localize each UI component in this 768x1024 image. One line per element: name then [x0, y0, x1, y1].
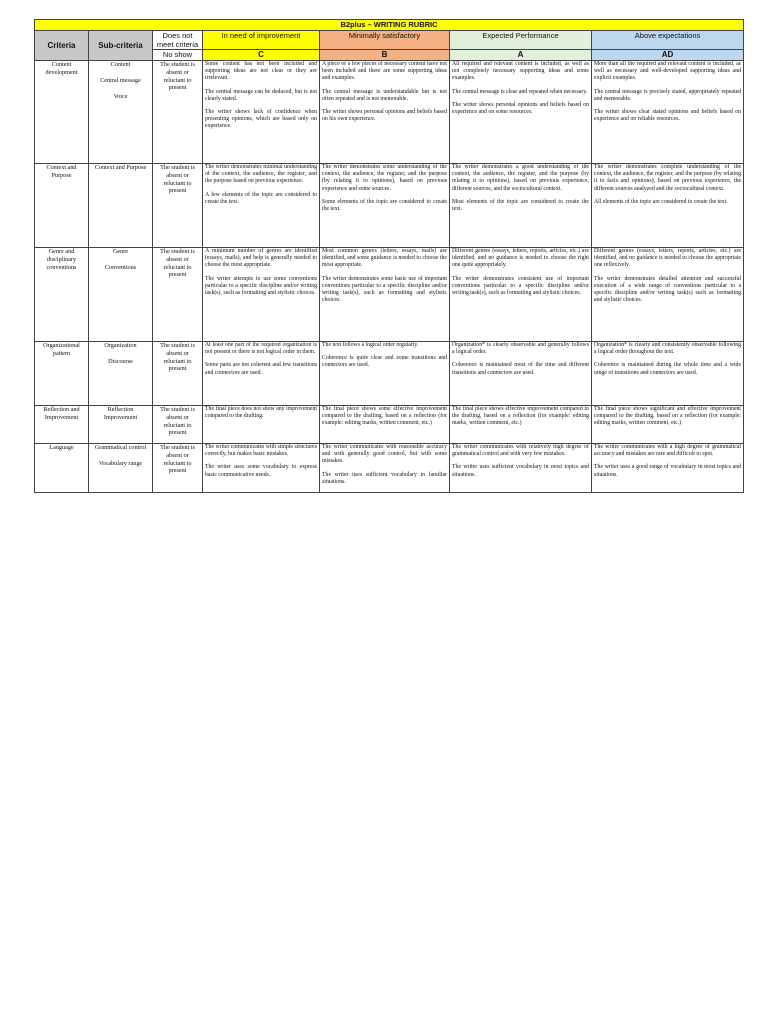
subcriteria-cell: [89, 342, 153, 406]
level-a-descriptor: [450, 61, 592, 164]
descriptor-paragraph: The writer demonstrates minimal understanding of the context, the audience, the register, and the purpose based on previous experience.: [205, 164, 317, 185]
level-b-description-header: Minimally satisfactory: [320, 31, 450, 50]
level-a-descriptor: [450, 342, 592, 406]
level-b-descriptor: [320, 444, 450, 493]
subcriterion: Central message: [100, 77, 141, 84]
descriptor-paragraph: The writer demonstrates some understanding of the context, the audience, the register, and the purpose (by relating it to opinions), based on previous experience and some sources.: [322, 164, 447, 192]
descriptor-paragraph: Most common genres (letters, essays, mails) are identified, and some guidance is needed to choose the most appropriate.: [322, 248, 447, 269]
descriptor-paragraph: The writer shows clear stated opinions and beliefs based on experience and on reliable resources.: [594, 109, 742, 123]
descriptor-paragraph: The writer demonstrates a good understanding of the context, the audience, the register, and the purpose (by relating it to opinions), based on previous experience, different sources, and the sociocultural context.: [452, 164, 589, 192]
grade-ad-header: AD: [592, 50, 744, 61]
level-c-descriptor: [203, 164, 320, 248]
noshow-cell: The student is absent or reluctant to present: [153, 342, 203, 406]
noshow-cell: The student is absent or reluctant to present: [153, 406, 203, 444]
descriptor-paragraph: The writer communicates with reasonable accuracy and with generally good control, but with some mistakes.: [322, 444, 447, 465]
subcriteria-cell: [89, 406, 153, 444]
descriptor-paragraph: Some parts are not coherent and few transitions and connectors are used.: [205, 362, 317, 376]
criteria-cell: Language: [35, 444, 89, 493]
level-a-descriptor: [450, 164, 592, 248]
level-c-descriptor: [203, 61, 320, 164]
subcriterion: Genre: [112, 248, 129, 255]
descriptor-paragraph: The writer demonstrates some basic use of important conventions particular to a specific discipline and/or writing task(s), such as formatting and stylistic choices.: [322, 275, 447, 304]
level-b-descriptor: [320, 248, 450, 342]
descriptor-paragraph: At least one part of the required organization is not present or there is not logical order in them.: [205, 342, 317, 356]
subcriterion: Discourse: [108, 358, 133, 365]
noshow-cell: The student is absent or reluctant to present: [153, 444, 203, 493]
level-a-descriptor: [450, 248, 592, 342]
descriptor-paragraph: The text follows a logical order regularly.: [322, 342, 419, 348]
descriptor-paragraph: The writer uses sufficient vocabulary in familiar situations.: [322, 471, 447, 485]
level-ad-description-header: Above expectations: [592, 31, 744, 50]
descriptor-paragraph: The central message is precisely stated, appropriately repeated and memorable.: [594, 88, 742, 102]
criteria-header: Criteria: [35, 31, 89, 61]
descriptor-paragraph: The writer communicates with a high degree of grammatical accuracy and mistakes are rare and difficult to spot.: [594, 444, 742, 458]
noshow-cell: The student is absent or reluctant to present: [153, 164, 203, 248]
rubric-row: [35, 61, 744, 164]
level-c-descriptor: [203, 444, 320, 493]
grade-b-header: B: [320, 50, 450, 61]
writing-rubric-table: [34, 19, 744, 493]
level-a-description-header: Expected Performance: [450, 31, 592, 50]
descriptor-paragraph: More than all the required and relevant content is included, as well as necessary and well-developed supporting ideas and explicit examples.: [594, 61, 742, 82]
level-a-descriptor: [450, 444, 592, 493]
descriptor-paragraph: The writer shows personal opinions and beliefs based on experience and on some resources.: [452, 101, 589, 116]
descriptor-paragraph: Most elements of the topic are considered to create the text.: [452, 198, 589, 213]
descriptor-paragraph: The writer uses some vocabulary to express basic communicative needs.: [205, 464, 317, 478]
level-c-descriptor: [203, 406, 320, 444]
descriptor-paragraph: The writer shows personal opinions and beliefs based on his own experience.: [322, 109, 447, 123]
subcriterion: Vocabulary range: [98, 460, 143, 467]
descriptor-paragraph: All elements of the topic are considered to create the text.: [594, 198, 728, 205]
criteria-cell: Genre and disciplinary conventions: [35, 248, 89, 342]
level-ad-descriptor: [592, 342, 744, 406]
level-ad-descriptor: [592, 248, 744, 342]
descriptor-paragraph: The writer communicates with relatively high degree of grammatical control and with very few mistakes.: [452, 444, 589, 458]
descriptor-paragraph: The final piece shows some effective improvement compared to the drafting, based on a reflection (for example: editing marks, written comment, etc.): [322, 406, 447, 427]
level-b-descriptor: [320, 164, 450, 248]
criteria-cell: Context and Purpose: [35, 164, 89, 248]
subcriteria-cell: [89, 164, 153, 248]
descriptor-paragraph: Coherence is quite clear and some transitions and connectors are used.: [322, 355, 447, 369]
grade-a-header: A: [450, 50, 592, 61]
noshow-cell: The student is absent or reluctant to present: [153, 61, 203, 164]
rubric-row: [35, 444, 744, 493]
criteria-cell: Content development: [35, 61, 89, 164]
subcriteria-cell: [89, 444, 153, 493]
descriptor-paragraph: Coherence is maintained most of the time and different transitions and connectors are used.: [452, 362, 589, 376]
level-ad-descriptor: [592, 444, 744, 493]
descriptor-paragraph: Coherence is maintained during the whole time and a wide range of transitions and connectors are used.: [594, 362, 742, 376]
descriptor-paragraph: The writer demonstrates consistent use of important conventions particular to a specific discipline and/or writing task(s), such as formatting and stylistic choices.: [452, 275, 589, 297]
level-c-descriptor: [203, 342, 320, 406]
subcriterion: Grammatical control: [94, 444, 147, 451]
rubric-row: [35, 248, 744, 342]
rubric-row: [35, 342, 744, 406]
noshow-cell: The student is absent or reluctant to present: [153, 248, 203, 342]
noshow-grade-header: No show: [153, 50, 203, 61]
noshow-description-header: Does not meet criteria: [153, 31, 203, 50]
rubric-row: [35, 164, 744, 248]
subcriterion: Conventions: [104, 264, 137, 271]
descriptor-paragraph: Organization* is clearly observable and generally follows a logical order.: [452, 342, 589, 356]
criteria-cell: Organizational pattern: [35, 342, 89, 406]
descriptor-paragraph: The final piece does not show any improvement compared to the drafting.: [205, 406, 317, 420]
subcriteria-cell: [89, 248, 153, 342]
descriptor-paragraph: A few elements of the topic are considered to create the text.: [205, 191, 317, 205]
subcriterion: Reflection Improvement: [103, 406, 138, 421]
subcriterion: Context and Purpose: [94, 164, 147, 171]
descriptor-paragraph: All required and relevant content is included, as well as not completely necessary supporting ideas and some examples.: [452, 61, 589, 82]
level-b-descriptor: [320, 61, 450, 164]
rubric-row: [35, 406, 744, 444]
descriptor-paragraph: The writer uses a good range of vocabulary in most topics and situations.: [594, 464, 742, 478]
descriptor-paragraph: The writer uses sufficient vocabulary in most topics and situations.: [452, 464, 589, 478]
descriptor-paragraph: The writer demonstrates complete understanding of the context, the audience, the register, and the purpose (by relating it to facts and opinions), based on previous experience, the different sources analyzed and the sociocultural context.: [594, 164, 742, 192]
descriptor-paragraph: The central message is understandable but is not often repeated and is not memorable.: [322, 88, 447, 102]
descriptor-paragraph: A piece or a few pieces of necessary content have not been included and there are some supporting ideas and examples.: [322, 61, 447, 82]
descriptor-paragraph: The final piece shows significant and effective improvement compared to the drafting, based on a reflection (for example: editing marks, written comment, etc.): [594, 406, 742, 427]
descriptor-paragraph: Some content has not been included and supporting ideas are not clear or they are irrelevant.: [205, 61, 317, 82]
rubric-title: B2plus – WRITING RUBRIC: [35, 20, 744, 31]
level-ad-descriptor: [592, 164, 744, 248]
descriptor-paragraph: The final piece shows effective improvement compared to the drafting, based on a reflection (for example: editing marks, written comment, etc.): [452, 406, 589, 427]
descriptor-paragraph: The writer attempts to use some conventions particular to a specific discipline and/or writing task(s), such as formatting and stylistic choices.: [205, 275, 317, 297]
criteria-cell: Reflection and Improvement: [35, 406, 89, 444]
subcriterion: Organization: [104, 342, 137, 349]
descriptor-paragraph: Some elements of the topic are considered to create the text.: [322, 198, 447, 213]
subcriteria-cell: [89, 61, 153, 164]
level-ad-descriptor: [592, 406, 744, 444]
subcriterion: Content: [110, 61, 131, 68]
descriptor-paragraph: The writer shows lack of confidence when presenting opinions, which are based only on experience.: [205, 109, 317, 130]
descriptor-paragraph: The writer communicates with simple structures correctly, but makes basic mistakes.: [205, 444, 317, 458]
subcriterion: Voice: [113, 93, 128, 100]
descriptor-paragraph: The central message can be deduced, but is not clearly stated.: [205, 88, 317, 102]
level-ad-descriptor: [592, 61, 744, 164]
descriptor-paragraph: The central message is clear and repeated when necessary.: [452, 88, 588, 95]
level-c-description-header: In need of improvement: [203, 31, 320, 50]
subcriteria-header: Sub-criteria: [89, 31, 153, 61]
level-c-descriptor: [203, 248, 320, 342]
grade-c-header: C: [203, 50, 320, 61]
descriptor-paragraph: Different genres (essays, letters, reports, articles, etc.) are identified, and no guidance is needed to choose the right one quite appropriately.: [452, 248, 589, 269]
descriptor-paragraph: Different genres (essays, letters, reports, articles, etc.) are identified, and no guidance is needed to choose the appropriate one reflexively.: [594, 248, 742, 269]
descriptor-paragraph: The writer demonstrates detailed attention and successful execution of a wide range of conventions particular to a specific discipline and/or writing task(s) such as formatting and stylistic choices.: [594, 275, 742, 304]
descriptor-paragraph: Organization* is clearly and consistently observable following a logical order throughout the text.: [594, 342, 742, 356]
level-b-descriptor: [320, 406, 450, 444]
level-b-descriptor: [320, 342, 450, 406]
descriptor-paragraph: A minimum number of genres are identified (essays, mails), and help is generally needed to choose the most appropriate.: [205, 248, 317, 269]
level-a-descriptor: [450, 406, 592, 444]
